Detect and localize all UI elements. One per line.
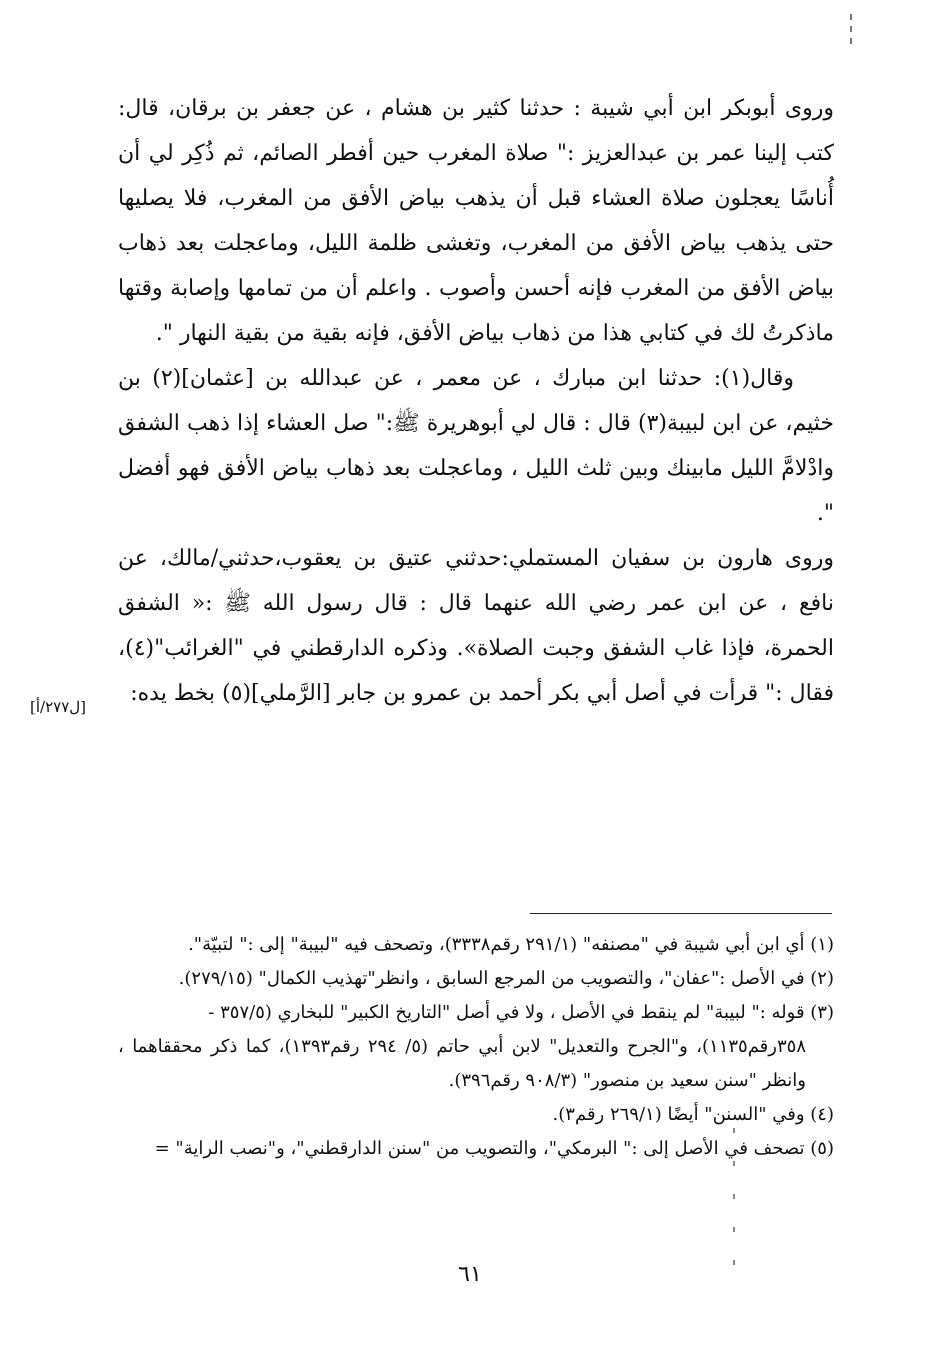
- paragraph: وقال(١): حدثنا ابن مبارك ، عن معمر ، عن عبدالله بن [عثمان](٢) بن خثيم، عن ابن لبيبة(٣) قال : قال لي أبوهريرة ﷺ:" صل العشاء إذا ذهب الشفق وادْلامَّ الليل مابينك وبين ثلث الليل ، وماعجلت بعد ذهاب بياض الأفق فهو أفضل ".: [118, 366, 834, 526]
- footnotes: [118, 928, 834, 1166]
- footnote-separator: [530, 913, 832, 914]
- edge-marks: [733, 1128, 739, 1328]
- footnote: (١) أي ابن أبي شيبة في "مصنفه" (٢٩١/١ رقم٣٣٣٨)، وتصحف فيه "لبيبة" إلى :" لتبيّة".: [188, 934, 834, 955]
- paragraph: وروى هارون بن سفيان المستملي:حدثني عتيق بن يعقوب،حدثني/مالك، عن نافع ، عن ابن عمر رضي الله عنهما قال : قال رسول الله ﷺ :« الشفق الحمرة، فإذا غاب الشفق وجبت الصلاة». وذكره الدارقطني في "الغرائب"(٤)، فقال :" قرأت في أصل أبي بكر أحمد بن عمرو بن جابر [الرَّملي](٥) بخط يده:: [118, 546, 834, 706]
- manuscript-folio-note: [ل٢٧٧/أ]: [30, 698, 87, 716]
- footnote: (٣) قوله :" لبيبة" لم ينقط في الأصل ، ولا في أصل "التاريخ الكبير" للبخاري (٣٥٧/٥ -: [208, 1002, 834, 1023]
- footnote: (٢) في الأصل :"عفان"، والتصويب من المرجع السابق ، وانظر"تهذيب الكمال" (٢٧٩/١٥).: [178, 968, 834, 989]
- main-text: [118, 86, 834, 716]
- edge-marks: [850, 14, 856, 54]
- page-number: ٦١: [458, 1262, 482, 1287]
- footnote-continuation: ٣٥٨رقم١١٣٥)، و"الجرح والتعديل" لابن أبي حاتم (٥/ ٢٩٤ رقم١٣٩٣)، كما ذكر محققاهما ، وانظر "سنن سعيد بن منصور" (٩٠٨/٣ رقم٣٩٦).: [118, 1036, 806, 1091]
- footnote: (٥) تصحف في الأصل إلى :" البرمكي"، والتصويب من "سنن الدارقطني"، و"نصب الراية" =: [154, 1138, 834, 1159]
- footnote: (٤) وفي "السنن" أيضًا (٢٦٩/١ رقم٣).: [552, 1104, 834, 1125]
- paragraph: وروى أبوبكر ابن أبي شيبة : حدثنا كثير بن هشام ، عن جعفر بن برقان، قال: كتب إلينا عمر بن عبدالعزيز :" صلاة المغرب حين أفطر الصائم، ثم ذُكِر لي أن أُناسًا يعجلون صلاة العشاء قبل أن يذهب بياض الأفق من المغرب، فلا يصليها حتى يذهب بياض الأفق من المغرب، وتغشى ظلمة الليل، وماعجلت بعد ذهاب بياض الأفق من المغرب فإنه أحسن وأصوب . واعلم أن من تمامها وإصابة وقتها ماذكرتُ لك في كتابي هذا من ذهاب بياض الأفق، فإنه بقية من بقية النهار ".: [118, 96, 834, 346]
